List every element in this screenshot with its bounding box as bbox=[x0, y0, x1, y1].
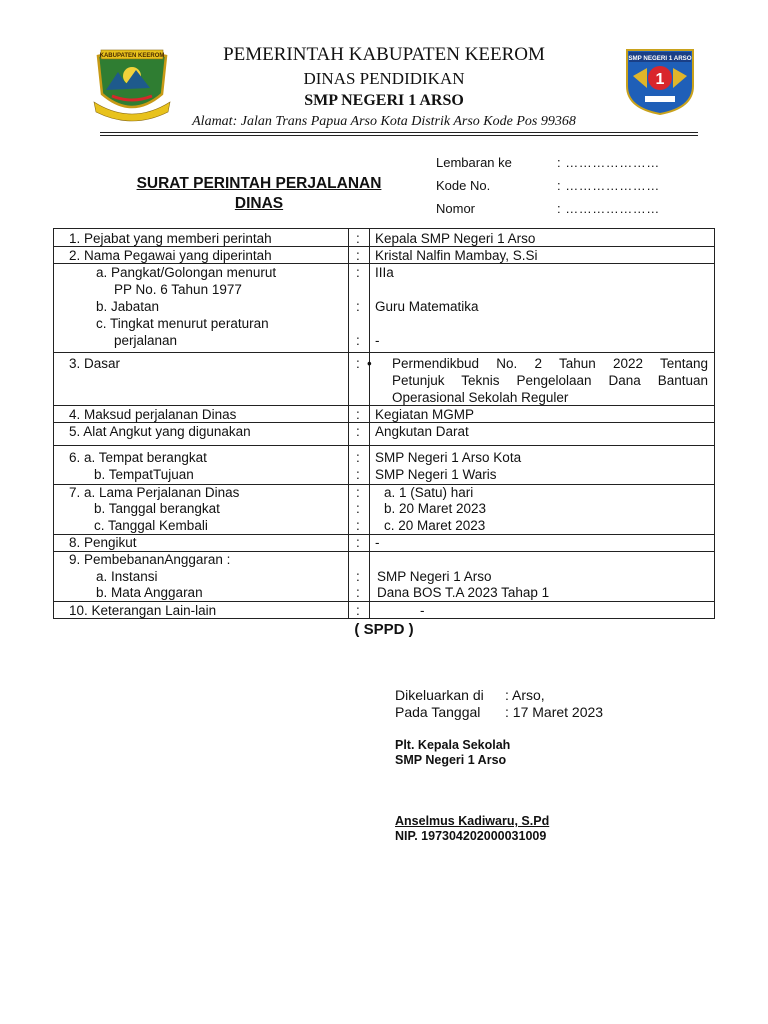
row7b-label: b. Tanggal berangkat bbox=[94, 501, 220, 516]
meta-value-sheet: : ………………… bbox=[557, 155, 660, 170]
table-row-divider bbox=[54, 445, 714, 446]
row6a-label: 6. a. Tempat berangkat bbox=[69, 450, 207, 465]
row6a-value: SMP Negeri 1 Arso Kota bbox=[375, 450, 522, 465]
row3-colon: : bbox=[356, 356, 360, 371]
table-row-divider bbox=[54, 352, 714, 353]
letterhead-rule-thin bbox=[100, 135, 698, 136]
signatory-name: Anselmus Kadiwaru, S.Pd bbox=[395, 814, 550, 828]
row7c-colon: : bbox=[356, 518, 360, 533]
row1-value: Kepala SMP Negeri 1 Arso bbox=[375, 231, 536, 246]
row3-value-line2: Petunjuk Teknis Pengelolaan Dana Bantuan bbox=[392, 373, 708, 388]
row2-colon: : bbox=[356, 248, 360, 263]
row1-colon: : bbox=[356, 231, 360, 246]
row2c-label-line2: perjalanan bbox=[114, 333, 178, 348]
row7a-label: 7. a. Lama Perjalanan Dinas bbox=[69, 485, 240, 500]
table-column-divider-left bbox=[348, 229, 349, 618]
svg-text:SMP NEGERI 1 ARSO: SMP NEGERI 1 ARSO bbox=[628, 55, 692, 62]
issue-date-value: : 17 Maret 2023 bbox=[505, 704, 604, 720]
row9b-label: b. Mata Anggaran bbox=[96, 585, 203, 600]
issue-date-label: Pada Tanggal bbox=[395, 704, 481, 720]
letterhead-rule-thick bbox=[100, 132, 698, 133]
row5-label: 5. Alat Angkut yang digunakan bbox=[69, 424, 251, 439]
issued-at-label: Dikeluarkan di bbox=[395, 687, 484, 703]
table-column-divider-right bbox=[369, 229, 370, 618]
row2a-label-line1: a. Pangkat/Golongan menurut bbox=[96, 265, 277, 280]
row9a-label: a. Instansi bbox=[96, 569, 158, 584]
row3-label: 3. Dasar bbox=[69, 356, 121, 371]
row2c-colon: : bbox=[356, 333, 360, 348]
row10-label: 10. Keterangan Lain-lain bbox=[69, 603, 217, 618]
signatory-school: SMP Negeri 1 Arso bbox=[395, 753, 507, 767]
row10-colon: : bbox=[356, 603, 360, 618]
row7a-colon: : bbox=[356, 485, 360, 500]
row9a-colon: : bbox=[356, 569, 360, 584]
row6b-colon: : bbox=[356, 467, 360, 482]
row3-value-line3: Operasional Sekolah Reguler bbox=[392, 390, 569, 405]
letterhead-school: SMP NEGERI 1 ARSO bbox=[304, 92, 464, 109]
table-row-divider bbox=[54, 534, 714, 535]
row2a-colon: : bbox=[356, 265, 360, 280]
row2-value: Kristal Nalfin Mambay, S.Si bbox=[375, 248, 538, 263]
row2a-value: IIIa bbox=[375, 265, 394, 280]
row8-label: 8. Pengikut bbox=[69, 535, 137, 550]
row6b-value: SMP Negeri 1 Waris bbox=[375, 467, 497, 482]
row7c-value: c. 20 Maret 2023 bbox=[384, 518, 486, 533]
row8-colon: : bbox=[356, 535, 360, 550]
row7b-value: b. 20 Maret 2023 bbox=[384, 501, 487, 516]
row3-value-line1: Permendikbud No. 2 Tahun 2022 Tentang bbox=[392, 356, 708, 371]
row2c-value: - bbox=[375, 333, 380, 348]
row5-colon: : bbox=[356, 424, 360, 439]
row9b-value: Dana BOS T.A 2023 Tahap 1 bbox=[377, 585, 550, 600]
issued-at-value: : Arso, bbox=[505, 687, 545, 703]
svg-text:KABUPATEN KEEROM: KABUPATEN KEEROM bbox=[99, 53, 165, 59]
meta-label-sheet: Lembaran ke bbox=[436, 155, 512, 170]
row7a-value: a. 1 (Satu) hari bbox=[384, 485, 474, 500]
row2c-label-line1: c. Tingkat menurut peraturan bbox=[96, 316, 269, 331]
letterhead-department: DINAS PENDIDIKAN bbox=[303, 69, 465, 88]
row2b-label: b. Jabatan bbox=[96, 299, 160, 314]
row6a-colon: : bbox=[356, 450, 360, 465]
row7c-label: c. Tanggal Kembali bbox=[94, 518, 208, 533]
meta-value-number: : ………………… bbox=[557, 201, 660, 216]
row6b-label: b. TempatTujuan bbox=[94, 467, 194, 482]
meta-value-code: : ………………… bbox=[557, 178, 660, 193]
row4-colon: : bbox=[356, 407, 360, 422]
svg-text:1: 1 bbox=[655, 71, 665, 88]
row4-value: Kegiatan MGMP bbox=[375, 407, 475, 422]
row1-label: 1. Pejabat yang memberi perintah bbox=[69, 231, 272, 246]
row2a-label-line2: PP No. 6 Tahun 1977 bbox=[114, 282, 242, 297]
row4-label: 4. Maksud perjalanan Dinas bbox=[69, 407, 237, 422]
row10-value: - bbox=[420, 603, 425, 618]
letterhead-address: Alamat: Jalan Trans Papua Arso Kota Distrik Arso Kode Pos 99368 bbox=[192, 114, 576, 129]
sppd-table bbox=[53, 228, 715, 619]
row2b-colon: : bbox=[356, 299, 360, 314]
row9b-colon: : bbox=[356, 585, 360, 600]
row7b-colon: : bbox=[356, 501, 360, 516]
signatory-position: Plt. Kepala Sekolah bbox=[395, 738, 511, 752]
row8-value: - bbox=[375, 535, 380, 550]
row2b-value: Guru Matematika bbox=[375, 299, 479, 314]
signatory-nip: NIP. 197304202000031009 bbox=[395, 829, 547, 843]
letterhead-government: PEMERINTAH KABUPATEN KEEROM bbox=[223, 44, 545, 65]
meta-label-number: Nomor bbox=[436, 201, 476, 216]
document-title: SURAT PERINTAH PERJALANAN DINAS bbox=[136, 175, 382, 212]
meta-label-code: Kode No. bbox=[436, 178, 491, 193]
row3-bullet: • bbox=[367, 356, 372, 371]
sppd-caption: ( SPPD ) bbox=[354, 621, 414, 638]
row9-label: 9. PembebananAnggaran : bbox=[69, 552, 231, 567]
row9a-value: SMP Negeri 1 Arso bbox=[377, 569, 492, 584]
row2-label: 2. Nama Pegawai yang diperintah bbox=[69, 248, 272, 263]
row5-value: Angkutan Darat bbox=[375, 424, 469, 439]
